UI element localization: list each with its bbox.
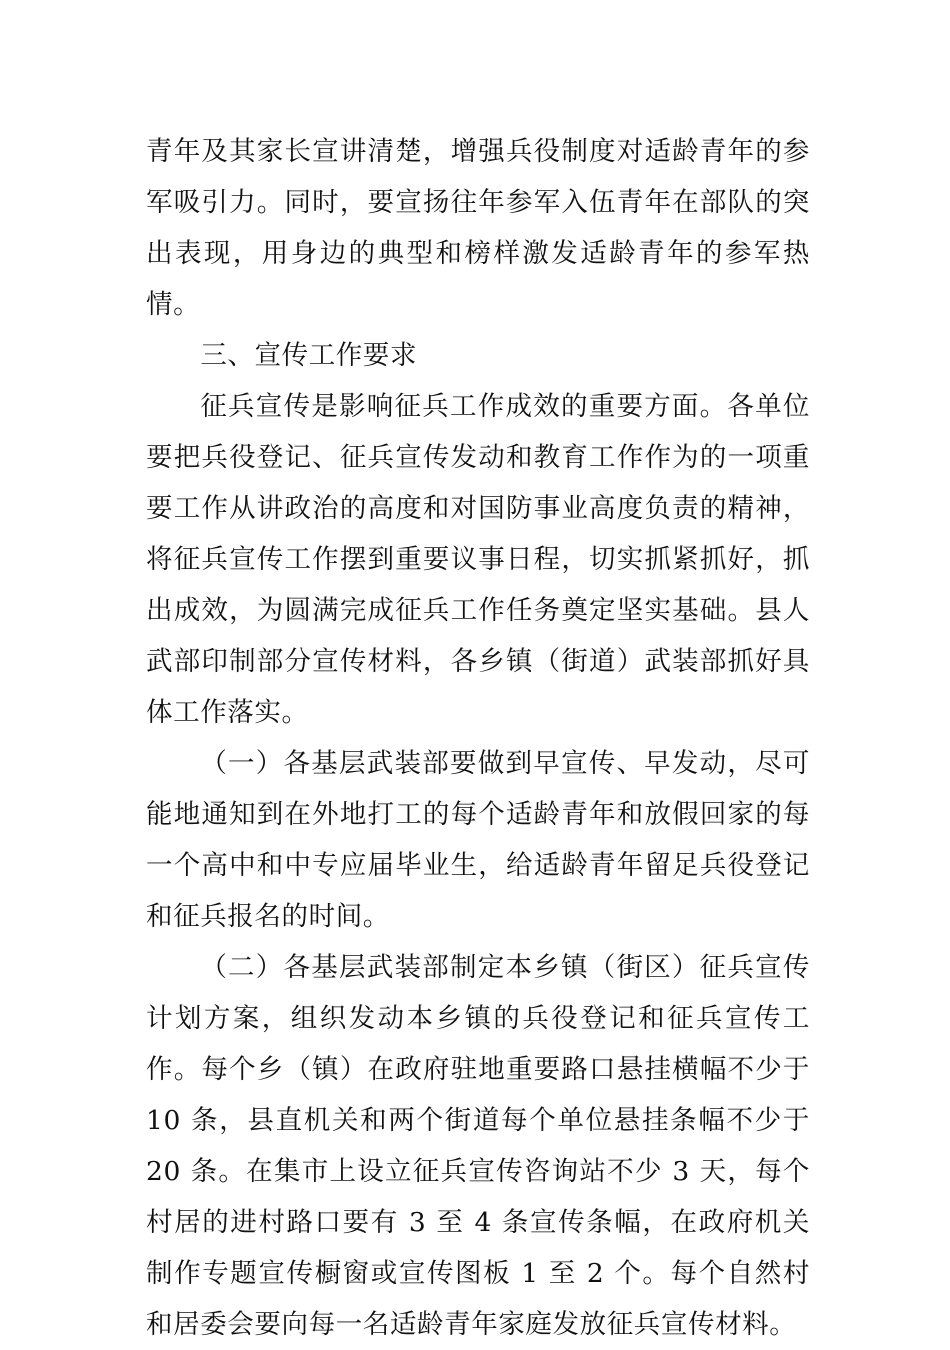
section-heading: 三、宣传工作要求 bbox=[200, 340, 418, 371]
paragraph-continuation: 青年及其家长宣讲清楚，增强兵役制度对适龄青年的参军吸引力。同时，要宣扬往年参军入伍青年在部队的突出表现，用身边的典型和榜样激发适龄青年的参军热情。 bbox=[146, 136, 810, 320]
document-body bbox=[146, 126, 810, 1350]
paragraph-requirements: 征兵宣传是影响征兵工作成效的重要方面。各单位要把兵役登记、征兵宣传发动和教育工作作为的一项重要工作从讲政治的高度和对国防事业高度负责的精神，将征兵宣传工作摆到重要议事日程，切实抓紧抓好，抓出成效，为圆满完成征兵工作任务奠定坚实基础。县人武部印制部分宣传材料，各乡镇（街道）武装部抓好具体工作落实。 bbox=[146, 391, 810, 728]
paragraph-item-2: （二）各基层武装部制定本乡镇（街区）征兵宣传计划方案，组织发动本乡镇的兵役登记和征兵宣传工作。每个乡（镇）在政府驻地重要路口悬挂横幅不少于 10 条，县直机关和两个街道每个单位悬挂条幅不少于 20 条。在集市上设立征兵宣传咨询站不少 3 天，每个村居的进村路口要有 3 至 4 条宣传条幅，在政府机关制作专题宣传橱窗或宣传图板 1 至 2 个。每个自然村和居委会要向每一名适龄青年家庭发放征兵宣传材料。 bbox=[146, 952, 810, 1340]
paragraph-item-1: （一）各基层武装部要做到早宣传、早发动，尽可能地通知到在外地打工的每个适龄青年和放假回家的每一个高中和中专应届毕业生，给适龄青年留足兵役登记和征兵报名的时间。 bbox=[146, 748, 810, 932]
